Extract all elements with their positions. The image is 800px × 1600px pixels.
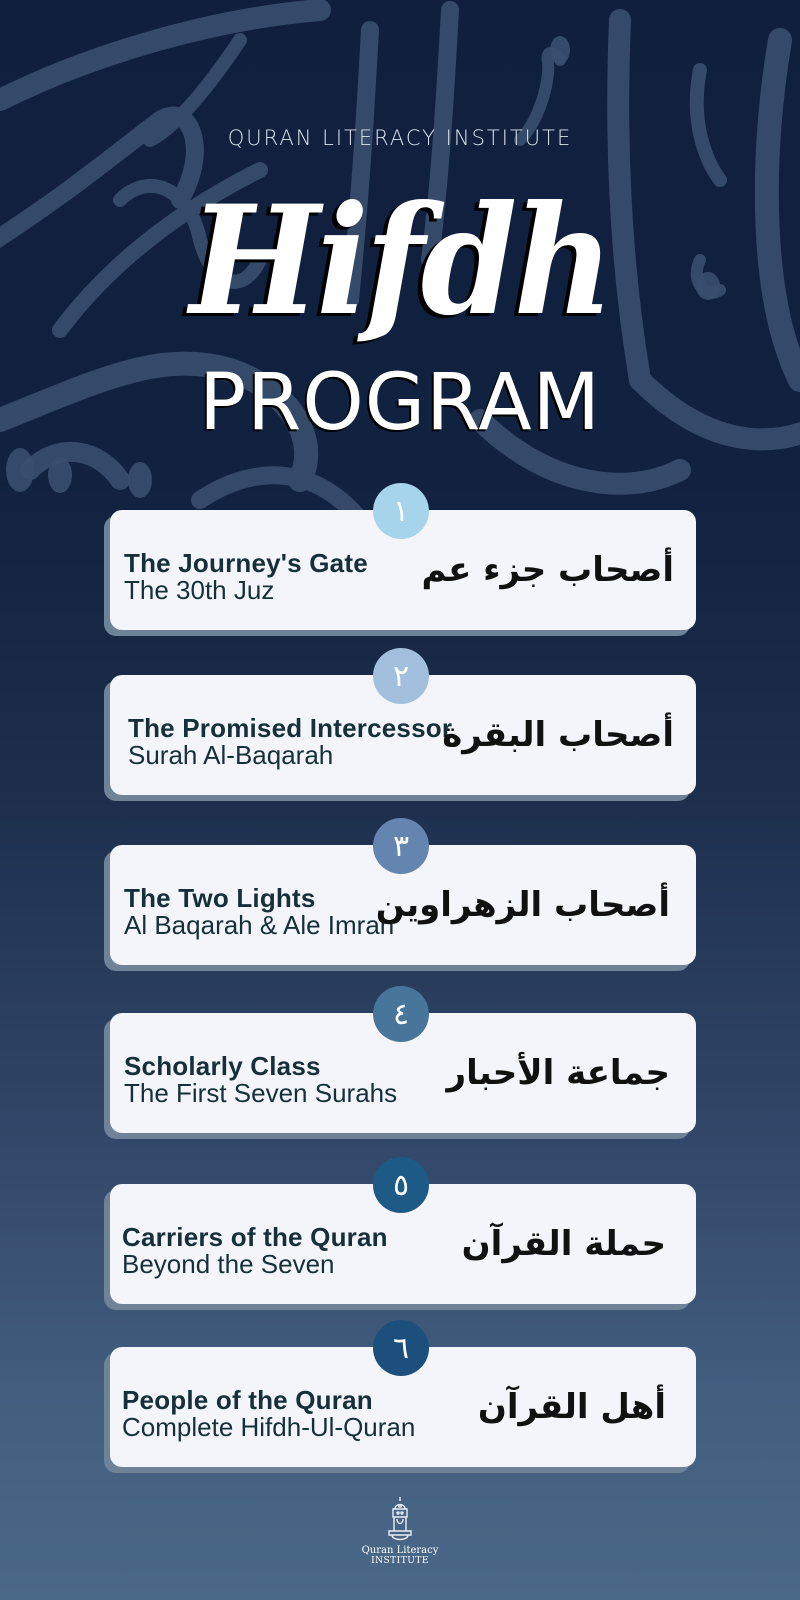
level-card-1: [110, 493, 696, 630]
institute-name: QURAN LITERACY INSTITUTE: [227, 126, 573, 150]
level-english: [122, 1387, 415, 1441]
level-english: [124, 550, 368, 604]
level-title: The Promised Intercessor: [128, 713, 453, 743]
level-english: [124, 885, 394, 939]
level-arabic-title: أصحاب الزهراوين: [375, 885, 670, 925]
level-arabic-title: أهل القرآن: [477, 1387, 666, 1427]
logo-text-line2: INSTITUTE: [371, 1556, 429, 1566]
level-title: Carriers of the Quran: [122, 1222, 388, 1252]
level-number-badge: ٥: [373, 1157, 429, 1213]
level-card-3: [110, 828, 696, 965]
page-subtitle: PROGRAM: [199, 358, 601, 448]
level-english: [128, 715, 452, 769]
level-card-5: [110, 1167, 696, 1304]
logo-text-line1: Quran Literacy: [361, 1545, 439, 1556]
level-arabic-title: جماعة الأحبار: [446, 1053, 670, 1093]
institute-logo: [360, 1495, 440, 1571]
level-title: The Two Lights: [124, 883, 316, 913]
level-title: People of the Quran: [122, 1385, 373, 1415]
level-english: [124, 1053, 397, 1107]
page-title: Hifdh: [189, 173, 611, 349]
level-arabic-title: أصحاب جزء عم: [421, 550, 674, 590]
level-title: The Journey's Gate: [124, 548, 368, 578]
level-subtitle: The 30th Juz: [124, 575, 275, 605]
level-number-badge: ٤: [373, 986, 429, 1042]
level-subtitle: Beyond the Seven: [122, 1249, 335, 1279]
level-subtitle: Al Baqarah & Ale Imran: [124, 910, 395, 940]
level-number-badge: ٢: [373, 648, 429, 704]
level-title: Scholarly Class: [124, 1051, 321, 1081]
level-subtitle: Surah Al-Baqarah: [128, 740, 334, 770]
level-arabic-title: أصحاب البقرة: [442, 715, 674, 755]
level-number-badge: ٣: [373, 818, 429, 874]
level-arabic-title: حملة القرآن: [461, 1224, 666, 1264]
level-card-2: [110, 658, 696, 795]
level-english: [122, 1224, 388, 1278]
minaret-logo-icon: [380, 1495, 420, 1543]
level-subtitle: The First Seven Surahs: [124, 1078, 398, 1108]
level-number-badge: ١: [373, 483, 429, 539]
level-subtitle: Complete Hifdh-Ul-Quran: [122, 1412, 416, 1442]
level-number-badge: ٦: [373, 1320, 429, 1376]
level-card-4: [110, 996, 696, 1133]
level-card-6: [110, 1330, 696, 1467]
